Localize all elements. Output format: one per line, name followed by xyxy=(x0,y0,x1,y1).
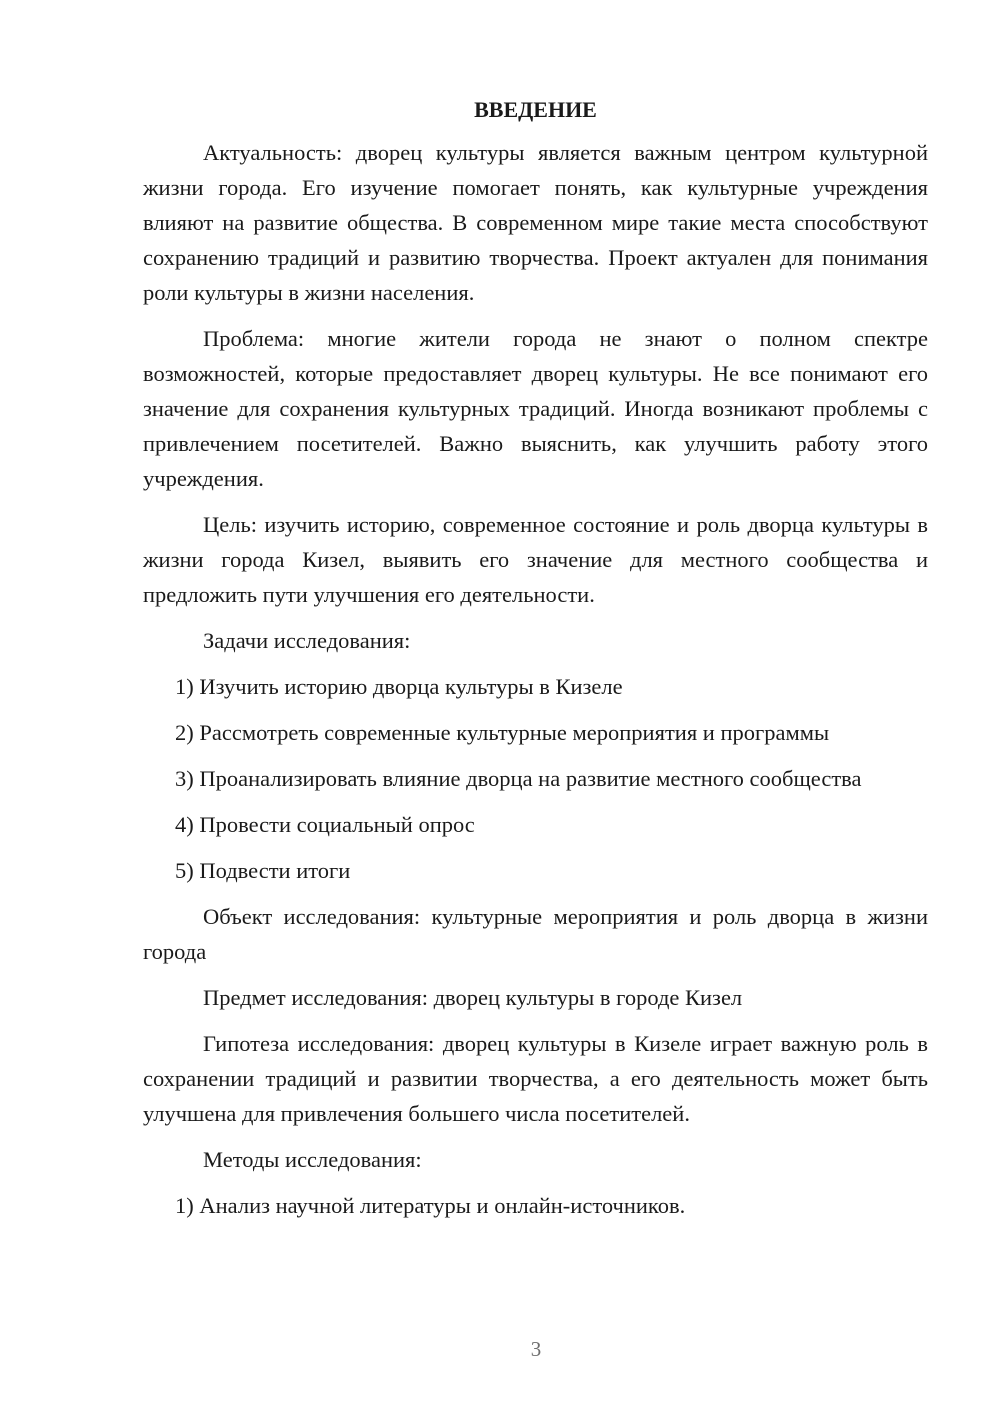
task-item-3: 3) Проанализировать влияние дворца на развитие местного сообщества xyxy=(175,766,862,791)
methods-title: Методы исследования: xyxy=(203,1147,422,1172)
goal-paragraph: Цель: изучить историю, современное состояние и роль дворца культуры в жизни города Кизел, выявить его значение для местного сообщества и предложить пути улучшения его деятельности. xyxy=(143,512,928,607)
page-title: ВВЕДЕНИЕ xyxy=(474,97,597,122)
page-content xyxy=(143,95,928,1234)
tasks-title: Задачи исследования: xyxy=(203,628,411,653)
problem-paragraph: Проблема: многие жители города не знают о полном спектре возможностей, которые предоставляет дворец культуры. Не все понимают его значение для сохранения культурных традиций. Иногда возникают проблемы с привлечением посетителей. Важно выяснить, как улучшить работу этого учреждения. xyxy=(143,326,928,491)
task-item-4: 4) Провести социальный опрос xyxy=(175,812,475,837)
task-item-1: 1) Изучить историю дворца культуры в Кизеле xyxy=(175,674,623,699)
page-number: 3 xyxy=(530,1337,542,1361)
hypothesis-paragraph: Гипотеза исследования: дворец культуры в Кизеле играет важную роль в сохранении традиций и развитии творчества, а его деятельность может быть улучшена для привлечения большего числа посетителей. xyxy=(143,1031,928,1126)
relevance-paragraph: Актуальность: дворец культуры является важным центром культурной жизни города. Его изучение помогает понять, как культурные учреждения влияют на развитие общества. В современном мире такие места способствуют сохранению традиций и развитию творчества. Проект актуален для понимания роли культуры в жизни населения. xyxy=(143,140,928,305)
subject-paragraph: Предмет исследования: дворец культуры в городе Кизел xyxy=(203,985,743,1010)
method-item-1: 1) Анализ научной литературы и онлайн-источников. xyxy=(175,1193,686,1218)
task-item-2: 2) Рассмотреть современные культурные мероприятия и программы xyxy=(175,720,830,745)
object-paragraph: Объект исследования: культурные мероприятия и роль дворца в жизни города xyxy=(143,904,928,964)
task-item-5: 5) Подвести итоги xyxy=(175,858,351,883)
